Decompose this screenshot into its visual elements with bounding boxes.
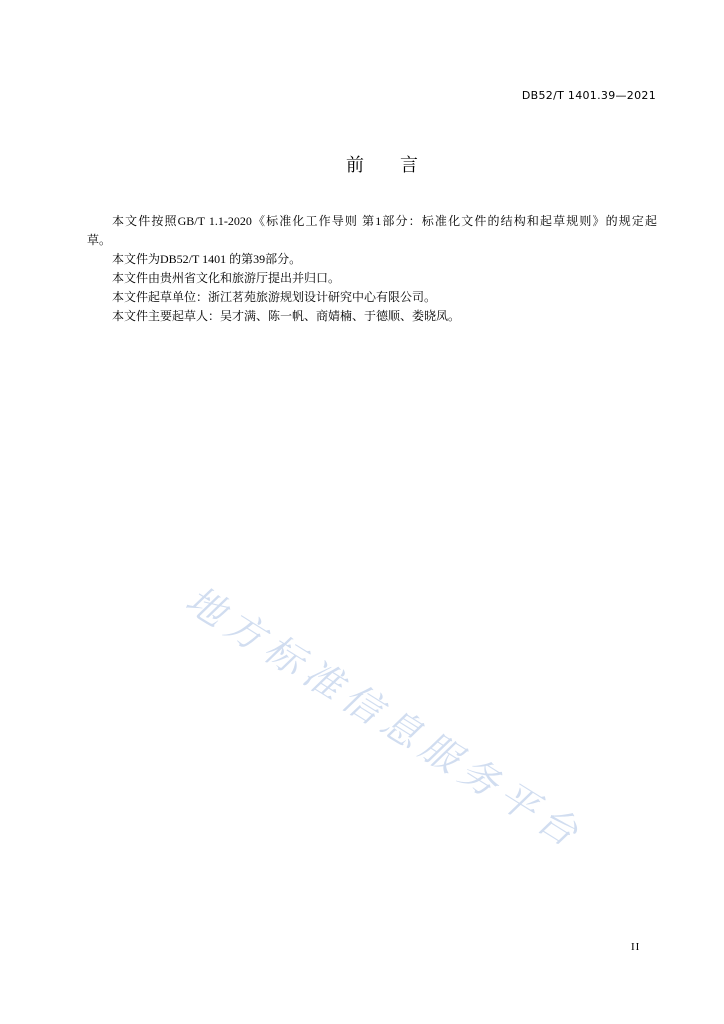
paragraph-line: 本文件起草单位：浙江茗苑旅游规划设计研究中心有限公司。 — [112, 290, 437, 304]
paragraph-line: 本文件主要起草人：吴才满、陈一帆、商婧楠、于德顺、娄晓凤。 — [112, 309, 461, 323]
paragraph-line: 本文件按照GB/T 1.1-2020《标准化工作导则 第1部分：标准化文件的结构和起草规则》的规定起 — [112, 214, 657, 228]
paragraph-drafting-rules — [87, 212, 657, 250]
watermark-text: 地方标准信息服务平台 — [178, 577, 592, 859]
page-title: 前 言 — [346, 155, 418, 176]
preface-body — [87, 212, 657, 326]
paragraph-proposer — [87, 269, 657, 288]
paragraph-line: 本文件为DB52/T 1401 的第39部分。 — [112, 252, 302, 266]
paragraph-drafters — [87, 307, 657, 326]
paragraph-part-number — [87, 250, 657, 269]
page-number: II — [631, 941, 641, 953]
paragraph-drafting-unit — [87, 288, 657, 307]
paragraph-line: 本文件由贵州省文化和旅游厅提出并归口。 — [112, 271, 341, 285]
paragraph-line: 草。 — [87, 233, 112, 247]
document-code: DB52/T 1401.39—2021 — [521, 89, 656, 102]
